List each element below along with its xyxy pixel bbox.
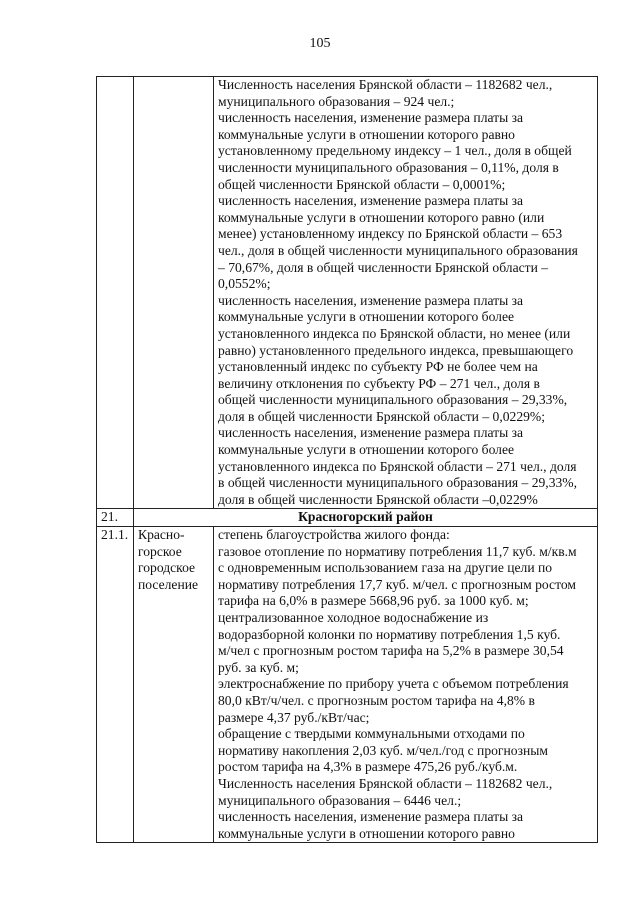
text-line: общей численности муниципального образования – 29,33%, (218, 392, 568, 408)
text-line: Численность населения Брянской области – 1182682 чел., (218, 775, 553, 791)
row-number-cell: 21.1. (97, 527, 134, 843)
text-line: коммунальные услуги в отношении которого равно (218, 126, 515, 142)
text-line: менее) установленному индексу по Брянской области – 653 (218, 226, 563, 242)
text-line: муниципального образования – 6446 чел.; (218, 792, 462, 808)
section-number: 21. (97, 509, 134, 527)
text-line: электроснабжение по прибору учета с объемом потребления (218, 676, 569, 692)
text-line: размере 4,37 руб./кВт/час; (218, 709, 370, 725)
text-line: м/чел с прогнозным ростом тарифа на 5,2% в размере 30,54 (218, 643, 564, 659)
settlement-name-line: Красно- (138, 527, 185, 543)
text-line: численность населения, изменение размера платы за (218, 110, 524, 126)
text-line: доля в общей численности Брянской области –0,0229% (218, 491, 538, 507)
settlement-name-line: поселение (138, 576, 199, 592)
text-line: установленный индекс по субъекту РФ не более чем на (218, 359, 538, 375)
text-line: величину отклонения по субъекту РФ – 271 чел., доля в (218, 375, 540, 391)
table-row (97, 77, 598, 509)
settlement-name-cell (134, 527, 214, 843)
text-line: степень благоустройства жилого фонда: (218, 527, 450, 543)
text-line: в общей численности муниципального образования – 29,33%, (218, 475, 578, 491)
text-line: газовое отопление по нормативу потребления 11,7 куб. м/кв.м (218, 543, 577, 559)
text-line: централизованное холодное водоснабжение из (218, 610, 489, 625)
text-line: численность населения, изменение размера платы за (218, 292, 524, 308)
text-line: тарифа на 6,0% в размере 5668,96 руб. за 1000 куб. м; (218, 593, 529, 609)
text-line: Численность населения Брянской области – 1182682 чел., (218, 77, 553, 92)
text-line: 80,0 кВт/ч/чел. с прогнозным ростом тарифа на 4,8% в (218, 692, 535, 708)
text-line: коммунальные услуги в отношении которого равно (или (218, 209, 545, 225)
text-line: численность населения, изменение размера платы за (218, 425, 524, 441)
text-line: 0,0552%; (218, 276, 271, 292)
text-line: руб. за куб. м; (218, 659, 299, 675)
text-line: численность населения, изменение размера платы за (218, 193, 524, 209)
text-line: коммунальные услуги в отношении которого равно (218, 825, 515, 841)
text-line: чел., доля в общей численности муниципального образования (218, 242, 578, 258)
text-line: общей численности Брянской области – 0,0001%; (218, 176, 506, 192)
page-number: 105 (309, 36, 331, 51)
text-line: – 70,67%, доля в общей численности Брянской области – (218, 259, 549, 275)
text-line: коммунальные услуги в отношении которого более (218, 309, 515, 325)
text-line: обращение с твердыми коммунальными отходами по (218, 726, 525, 742)
section-row (97, 509, 598, 527)
table-row (97, 527, 598, 843)
description-cell (214, 527, 598, 843)
text-line: с одновременным использованием газа на другие цели по (218, 560, 553, 576)
settlement-name-cell (134, 77, 214, 509)
text-line: водоразборной колонки по нормативу потребления 1,5 куб. (218, 626, 561, 642)
text-line: численности муниципального образования – 0,11%, доля в (218, 159, 559, 175)
text-line: численность населения, изменение размера платы за (218, 809, 524, 825)
text-line: нормативу накопления 2,03 куб. м/чел./год с прогнозным (218, 742, 548, 758)
text-line: ростом тарифа на 4,3% в размере 475,26 руб./куб.м. (218, 759, 518, 775)
text-line: доля в общей численности Брянской области – 0,0229%; (218, 408, 546, 424)
text-line: нормативу потребления 17,7 куб. м/чел. с прогнозным ростом (218, 576, 576, 592)
text-line: равно) установленного предельного индекса, превышающего (218, 342, 574, 358)
data-table (96, 76, 598, 843)
description-cell (214, 77, 598, 509)
text-line: установленного индекса по Брянской области – 271 чел., доля (218, 458, 577, 474)
text-line: коммунальные услуги в отношении которого более (218, 442, 515, 458)
text-line: установленного индекса по Брянской области, но менее (или (218, 325, 571, 341)
row-number-cell (97, 77, 134, 509)
settlement-name-line: городское (138, 560, 196, 576)
text-line: муниципального образования – 924 чел.; (218, 93, 455, 109)
settlement-name-line: горское (138, 543, 182, 559)
text-line: установленному предельному индексу – 1 чел., доля в общей (218, 143, 572, 159)
section-title: Красногорский район (134, 509, 598, 527)
